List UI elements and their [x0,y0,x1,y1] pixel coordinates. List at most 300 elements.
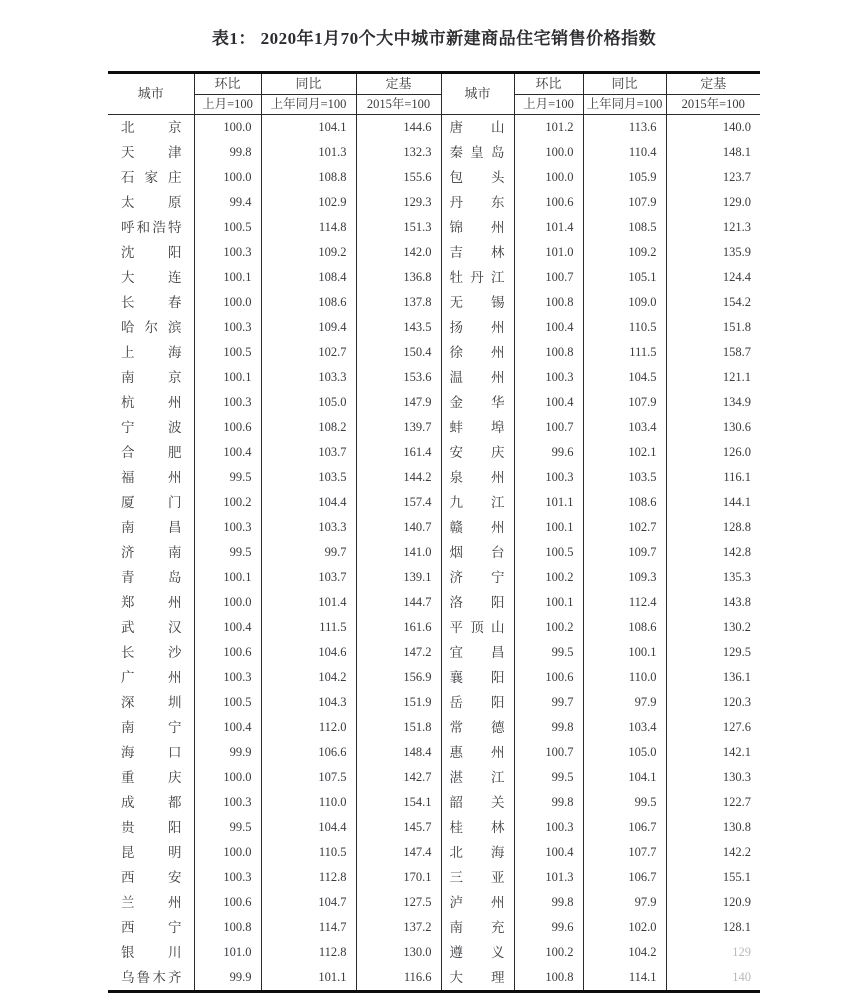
value-cell: 120.9 [666,890,760,915]
value-cell: 112.4 [583,590,666,615]
value-cell: 147.2 [356,640,441,665]
table-row [108,540,760,565]
table-row [108,940,760,965]
value-cell: 140 [666,965,760,992]
city-cell: 九江 [441,490,514,515]
value-cell: 103.4 [583,415,666,440]
city-cell: 西宁 [108,915,194,940]
value-cell: 130.6 [666,415,760,440]
value-cell: 154.1 [356,790,441,815]
value-cell: 147.4 [356,840,441,865]
value-cell: 109.7 [583,540,666,565]
value-cell: 122.7 [666,790,760,815]
table-row [108,215,760,240]
value-cell: 114.1 [583,965,666,992]
value-cell: 108.5 [583,215,666,240]
value-cell: 100.3 [194,515,261,540]
table-header [108,73,760,115]
value-cell: 100.0 [194,840,261,865]
value-cell: 130.0 [356,940,441,965]
value-cell: 100.4 [514,840,583,865]
city-cell: 洛阳 [441,590,514,615]
value-cell: 129.3 [356,190,441,215]
city-cell: 海口 [108,740,194,765]
value-cell: 137.8 [356,290,441,315]
value-cell: 128.1 [666,915,760,940]
value-cell: 102.7 [261,340,356,365]
value-cell: 100.0 [514,140,583,165]
value-cell: 148.4 [356,740,441,765]
value-cell: 100.0 [194,165,261,190]
city-cell: 长春 [108,290,194,315]
value-cell: 99.5 [194,815,261,840]
city-cell: 深圳 [108,690,194,715]
value-cell: 109.0 [583,290,666,315]
value-cell: 105.1 [583,265,666,290]
value-cell: 103.7 [261,440,356,465]
value-cell: 101.4 [514,215,583,240]
value-cell: 102.1 [583,440,666,465]
city-cell: 武汉 [108,615,194,640]
table-row [108,315,760,340]
value-cell: 107.9 [583,390,666,415]
value-cell: 100.8 [514,340,583,365]
city-cell: 贵阳 [108,815,194,840]
value-cell: 104.1 [261,115,356,141]
city-cell: 宁波 [108,415,194,440]
city-cell: 丹东 [441,190,514,215]
value-cell: 99.5 [194,465,261,490]
city-cell: 石家庄 [108,165,194,190]
value-cell: 99.8 [194,140,261,165]
value-cell: 130.8 [666,815,760,840]
value-cell: 101.1 [261,965,356,992]
value-cell: 142.2 [666,840,760,865]
value-cell: 111.5 [261,615,356,640]
value-cell: 99.5 [514,640,583,665]
value-cell: 136.1 [666,665,760,690]
city-cell: 呼和浩特 [108,215,194,240]
table-row [108,840,760,865]
table-row [108,140,760,165]
value-cell: 108.2 [261,415,356,440]
city-cell: 福州 [108,465,194,490]
city-cell: 北海 [441,840,514,865]
table-row [108,115,760,141]
city-cell: 韶关 [441,790,514,815]
value-cell: 100.0 [194,290,261,315]
city-cell: 赣州 [441,515,514,540]
table-row [108,290,760,315]
value-cell: 144.7 [356,590,441,615]
value-cell: 100.5 [194,690,261,715]
value-cell: 100.4 [194,440,261,465]
table-row [108,390,760,415]
value-cell: 104.6 [261,640,356,665]
value-cell: 142.7 [356,765,441,790]
value-cell: 120.3 [666,690,760,715]
header-yoy-base-right: 上年同月=100 [583,95,666,115]
city-cell: 常德 [441,715,514,740]
value-cell: 100.6 [194,415,261,440]
city-cell: 安庆 [441,440,514,465]
city-cell: 杭州 [108,390,194,415]
value-cell: 100.1 [194,265,261,290]
city-cell: 哈尔滨 [108,315,194,340]
value-cell: 103.5 [261,465,356,490]
value-cell: 142.1 [666,740,760,765]
value-cell: 136.8 [356,265,441,290]
header-mom-left: 环比 [194,73,261,95]
value-cell: 99.4 [194,190,261,215]
page [0,24,868,1004]
value-cell: 109.2 [261,240,356,265]
value-cell: 110.5 [583,315,666,340]
value-cell: 100.0 [194,115,261,141]
value-cell: 161.6 [356,615,441,640]
value-cell: 170.1 [356,865,441,890]
value-cell: 108.8 [261,165,356,190]
value-cell: 101.2 [514,115,583,141]
value-cell: 114.8 [261,215,356,240]
value-cell: 100.3 [194,790,261,815]
value-cell: 148.1 [666,140,760,165]
value-cell: 142.8 [666,540,760,565]
value-cell: 104.4 [261,490,356,515]
value-cell: 105.9 [583,165,666,190]
value-cell: 108.6 [583,490,666,515]
value-cell: 129.0 [666,190,760,215]
city-cell: 温州 [441,365,514,390]
value-cell: 101.3 [514,865,583,890]
city-cell: 金华 [441,390,514,415]
value-cell: 145.7 [356,815,441,840]
value-cell: 99.5 [514,765,583,790]
value-cell: 97.9 [583,890,666,915]
value-cell: 143.8 [666,590,760,615]
header-city-left: 城市 [108,73,194,115]
value-cell: 104.2 [261,665,356,690]
value-cell: 127.5 [356,890,441,915]
city-cell: 济南 [108,540,194,565]
value-cell: 110.5 [261,840,356,865]
value-cell: 100.0 [194,765,261,790]
header-fixed-base-right: 2015年=100 [666,95,760,115]
value-cell: 99.6 [514,915,583,940]
value-cell: 100.8 [514,290,583,315]
value-cell: 99.9 [194,965,261,992]
value-cell: 140.0 [666,115,760,141]
value-cell: 100.6 [514,665,583,690]
value-cell: 113.6 [583,115,666,141]
value-cell: 137.2 [356,915,441,940]
table-row [108,890,760,915]
value-cell: 116.6 [356,965,441,992]
city-cell: 合肥 [108,440,194,465]
city-cell: 大理 [441,965,514,992]
value-cell: 144.6 [356,115,441,141]
city-cell: 包头 [441,165,514,190]
value-cell: 126.0 [666,440,760,465]
table-row [108,915,760,940]
table-row [108,465,760,490]
value-cell: 114.7 [261,915,356,940]
table-row [108,415,760,440]
city-cell: 宜昌 [441,640,514,665]
value-cell: 121.3 [666,215,760,240]
value-cell: 100.4 [514,390,583,415]
value-cell: 112.0 [261,715,356,740]
table-row [108,965,760,992]
table-row [108,690,760,715]
value-cell: 107.7 [583,840,666,865]
value-cell: 99.5 [583,790,666,815]
city-cell: 烟台 [441,540,514,565]
city-cell: 秦皇岛 [441,140,514,165]
value-cell: 100.5 [194,215,261,240]
value-cell: 101.4 [261,590,356,615]
value-cell: 100.3 [514,465,583,490]
table-row [108,565,760,590]
value-cell: 100.4 [514,315,583,340]
value-cell: 157.4 [356,490,441,515]
header-city-right: 城市 [441,73,514,115]
city-cell: 惠州 [441,740,514,765]
city-cell: 三亚 [441,865,514,890]
city-cell: 长沙 [108,640,194,665]
value-cell: 106.7 [583,865,666,890]
city-cell: 牡丹江 [441,265,514,290]
value-cell: 99.8 [514,715,583,740]
value-cell: 104.1 [583,765,666,790]
city-cell: 泉州 [441,465,514,490]
city-cell: 南京 [108,365,194,390]
value-cell: 106.7 [583,815,666,840]
value-cell: 99.7 [514,690,583,715]
city-cell: 平顶山 [441,615,514,640]
city-cell: 青岛 [108,565,194,590]
city-cell: 西安 [108,865,194,890]
value-cell: 130.3 [666,765,760,790]
value-cell: 109.3 [583,565,666,590]
value-cell: 100.1 [514,515,583,540]
value-cell: 108.6 [583,615,666,640]
value-cell: 116.1 [666,465,760,490]
table-row [108,740,760,765]
header-yoy-left: 同比 [261,73,356,95]
header-mom-right: 环比 [514,73,583,95]
city-cell: 襄阳 [441,665,514,690]
city-cell: 南充 [441,915,514,940]
city-cell: 桂林 [441,815,514,840]
value-cell: 139.1 [356,565,441,590]
city-cell: 济宁 [441,565,514,590]
table-row [108,790,760,815]
table-row [108,640,760,665]
table-row [108,865,760,890]
table-row [108,190,760,215]
value-cell: 155.6 [356,165,441,190]
value-cell: 107.9 [583,190,666,215]
value-cell: 100.0 [514,165,583,190]
table-title: 表1： 2020年1月70个大中城市新建商品住宅销售价格指数 [211,29,657,48]
value-cell: 100.8 [514,965,583,992]
price-index-table [108,71,760,993]
table-row [108,815,760,840]
value-cell: 102.0 [583,915,666,940]
table-row [108,715,760,740]
value-cell: 100.2 [514,615,583,640]
table-row [108,365,760,390]
city-cell: 重庆 [108,765,194,790]
value-cell: 99.7 [261,540,356,565]
value-cell: 103.5 [583,465,666,490]
value-cell: 154.2 [666,290,760,315]
value-cell: 151.3 [356,215,441,240]
value-cell: 135.3 [666,565,760,590]
value-cell: 100.3 [194,240,261,265]
city-cell: 郑州 [108,590,194,615]
city-cell: 天津 [108,140,194,165]
city-cell: 泸州 [441,890,514,915]
table-row [108,265,760,290]
city-cell: 太原 [108,190,194,215]
table-row [108,340,760,365]
table-row [108,765,760,790]
value-cell: 100.3 [194,865,261,890]
table-body [108,115,760,992]
table-row [108,665,760,690]
value-cell: 102.9 [261,190,356,215]
value-cell: 147.9 [356,390,441,415]
city-cell: 厦门 [108,490,194,515]
table-row [108,490,760,515]
value-cell: 101.0 [514,240,583,265]
header-fixed-left: 定基 [356,73,441,95]
value-cell: 150.4 [356,340,441,365]
value-cell: 109.4 [261,315,356,340]
value-cell: 129.5 [666,640,760,665]
value-cell: 100.0 [194,590,261,615]
value-cell: 144.1 [666,490,760,515]
city-cell: 岳阳 [441,690,514,715]
value-cell: 100.5 [514,540,583,565]
value-cell: 100.1 [514,590,583,615]
value-cell: 100.1 [583,640,666,665]
value-cell: 127.6 [666,715,760,740]
value-cell: 104.4 [261,815,356,840]
value-cell: 134.9 [666,390,760,415]
value-cell: 111.5 [583,340,666,365]
table-row [108,515,760,540]
value-cell: 100.3 [194,665,261,690]
city-cell: 昆明 [108,840,194,865]
value-cell: 158.7 [666,340,760,365]
value-cell: 100.5 [194,340,261,365]
city-cell: 银川 [108,940,194,965]
value-cell: 156.9 [356,665,441,690]
value-cell: 100.1 [194,565,261,590]
value-cell: 101.1 [514,490,583,515]
city-cell: 徐州 [441,340,514,365]
header-mom-base-left: 上月=100 [194,95,261,115]
value-cell: 105.0 [261,390,356,415]
value-cell: 105.0 [583,740,666,765]
value-cell: 101.3 [261,140,356,165]
value-cell: 99.8 [514,890,583,915]
value-cell: 103.7 [261,565,356,590]
value-cell: 110.0 [583,665,666,690]
header-yoy-right: 同比 [583,73,666,95]
value-cell: 132.3 [356,140,441,165]
value-cell: 128.8 [666,515,760,540]
value-cell: 139.7 [356,415,441,440]
table-row [108,240,760,265]
value-cell: 108.4 [261,265,356,290]
value-cell: 153.6 [356,365,441,390]
city-cell: 大连 [108,265,194,290]
value-cell: 112.8 [261,865,356,890]
value-cell: 103.4 [583,715,666,740]
value-cell: 99.8 [514,790,583,815]
value-cell: 104.5 [583,365,666,390]
value-cell: 100.2 [194,490,261,515]
value-cell: 130.2 [666,615,760,640]
value-cell: 151.8 [356,715,441,740]
value-cell: 107.5 [261,765,356,790]
city-cell: 沈阳 [108,240,194,265]
value-cell: 106.6 [261,740,356,765]
value-cell: 100.8 [194,915,261,940]
value-cell: 100.3 [194,390,261,415]
value-cell: 99.5 [194,540,261,565]
value-cell: 121.1 [666,365,760,390]
value-cell: 103.3 [261,365,356,390]
city-cell: 唐山 [441,115,514,141]
value-cell: 110.4 [583,140,666,165]
value-cell: 141.0 [356,540,441,565]
city-cell: 广州 [108,665,194,690]
city-cell: 蚌埠 [441,415,514,440]
header-fixed-right: 定基 [666,73,760,95]
value-cell: 161.4 [356,440,441,465]
value-cell: 151.8 [666,315,760,340]
city-cell: 湛江 [441,765,514,790]
city-cell: 兰州 [108,890,194,915]
value-cell: 97.9 [583,690,666,715]
value-cell: 100.7 [514,415,583,440]
value-cell: 100.6 [194,640,261,665]
city-cell: 北京 [108,115,194,141]
value-cell: 103.3 [261,515,356,540]
value-cell: 135.9 [666,240,760,265]
value-cell: 100.3 [194,315,261,340]
value-cell: 102.7 [583,515,666,540]
value-cell: 124.4 [666,265,760,290]
value-cell: 100.2 [514,565,583,590]
city-cell: 锦州 [441,215,514,240]
value-cell: 104.7 [261,890,356,915]
value-cell: 100.3 [514,365,583,390]
city-cell: 上海 [108,340,194,365]
value-cell: 155.1 [666,865,760,890]
value-cell: 100.4 [194,615,261,640]
value-cell: 100.1 [194,365,261,390]
value-cell: 99.6 [514,440,583,465]
value-cell: 100.3 [514,815,583,840]
value-cell: 109.2 [583,240,666,265]
value-cell: 100.6 [514,190,583,215]
